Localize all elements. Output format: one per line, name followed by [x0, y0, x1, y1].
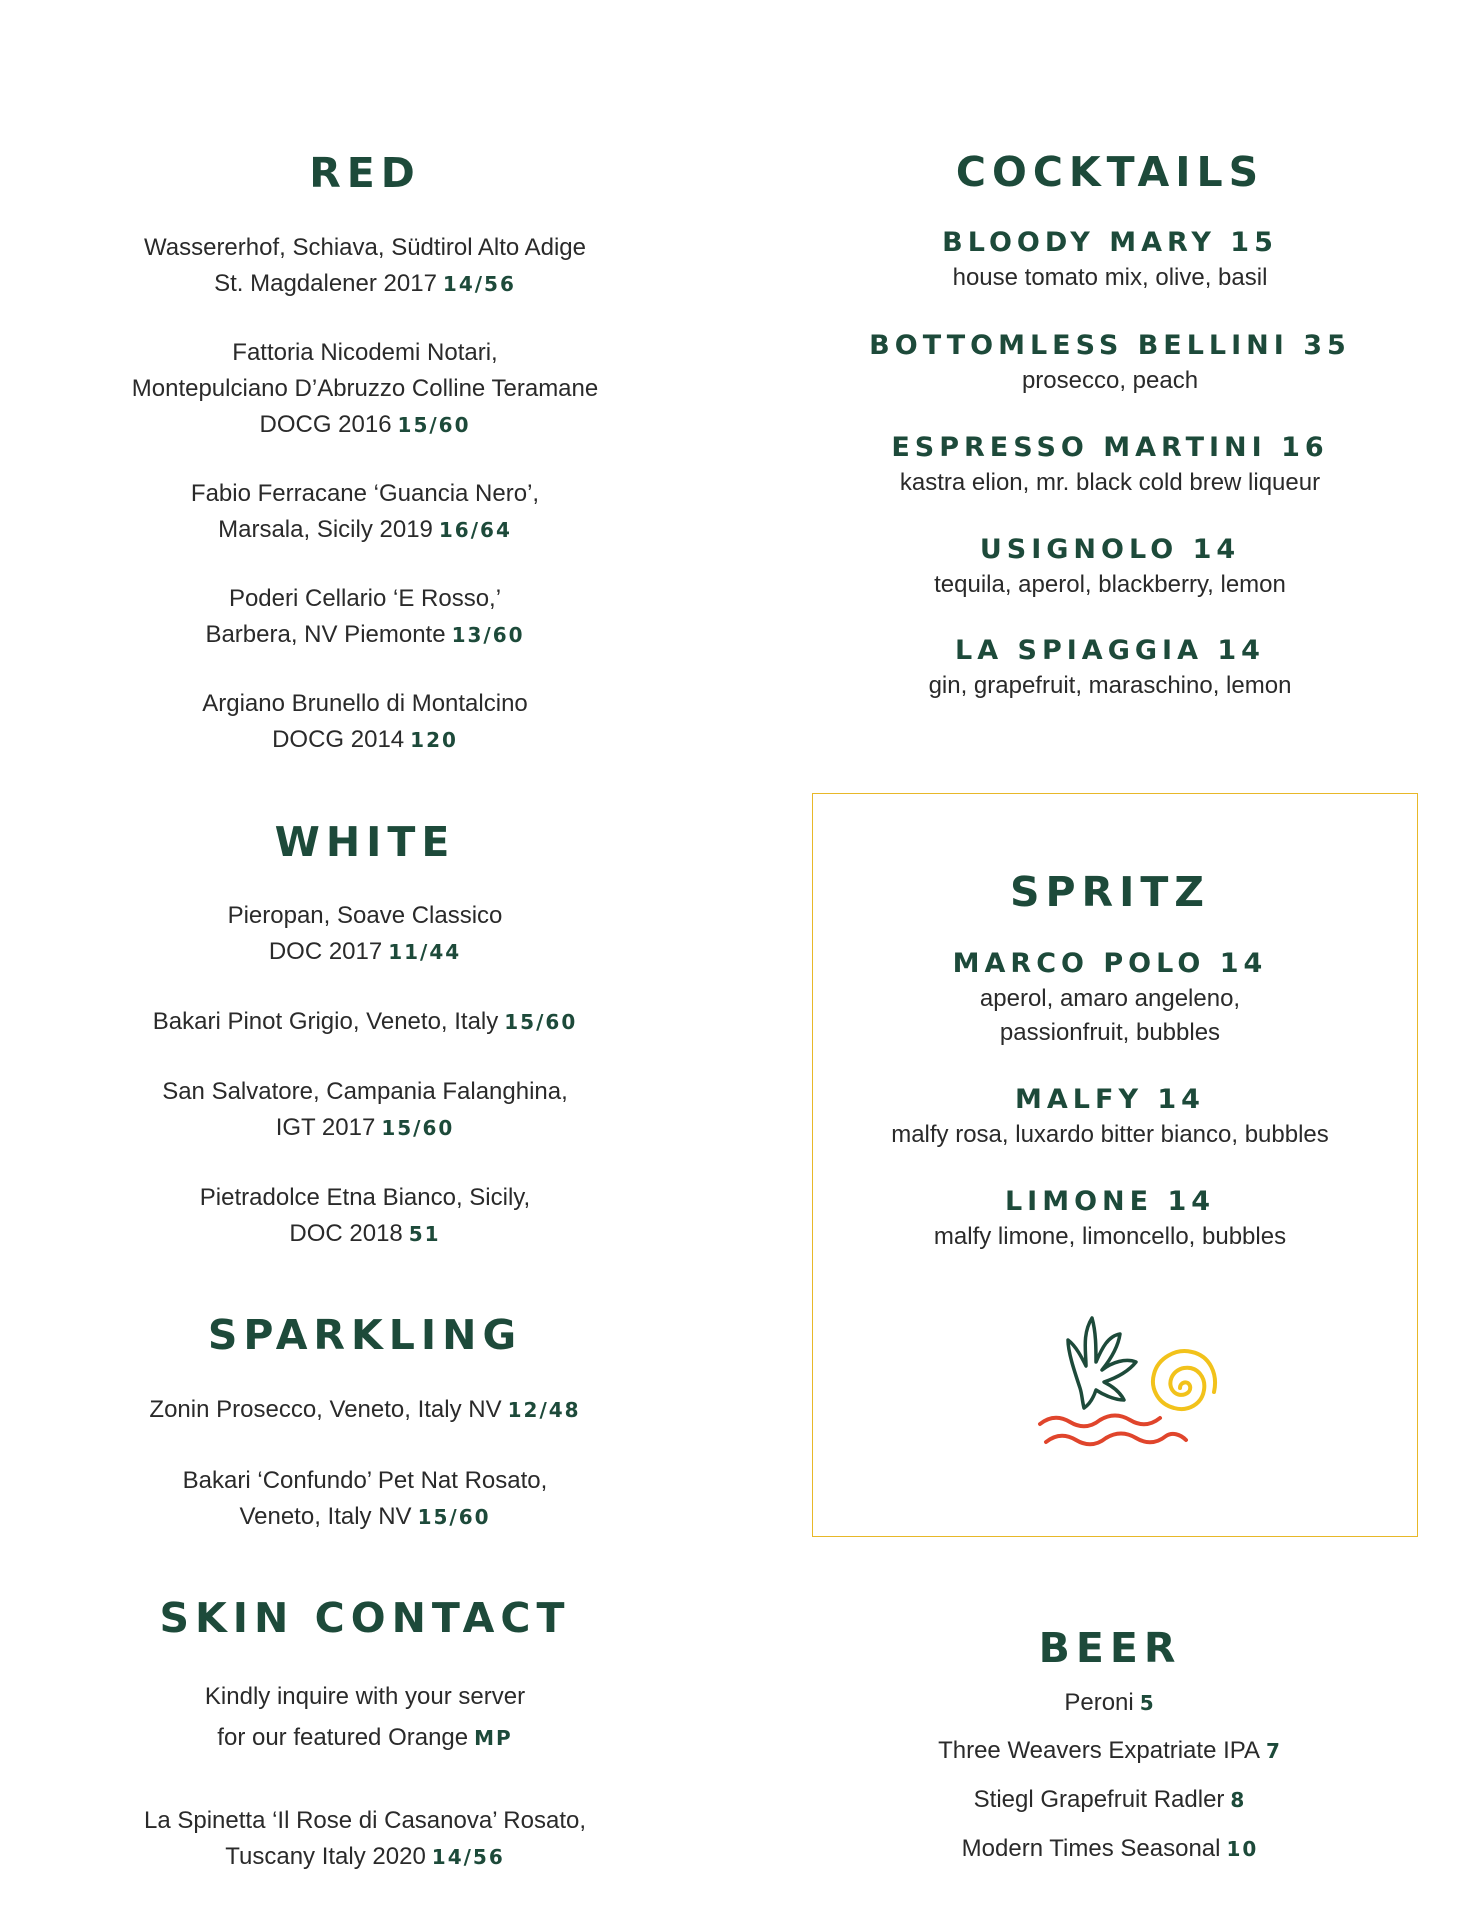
cocktail-name: LA SPIAGGIA 14	[955, 635, 1265, 666]
beer-price: 7	[1266, 1739, 1282, 1763]
section-title-skin-contact: SKIN CONTACT	[159, 1594, 571, 1642]
wine-line: Pietradolce Etna Bianco, Sicily,	[199, 1184, 531, 1211]
wine-line: DOCG 2014	[272, 726, 405, 753]
beach-illustration	[1030, 1300, 1250, 1470]
wine-line: San Salvatore, Campania Falanghina,	[162, 1078, 568, 1105]
wine-line: DOC 2017	[268, 938, 383, 965]
wine-price: 11/44	[388, 940, 462, 964]
wine-line: Montepulciano D’Abruzzo Colline Teramane	[131, 375, 599, 402]
cocktail-desc: tequila, aperol, blackberry, lemon	[934, 571, 1286, 598]
beer-item	[800, 1679, 1420, 1727]
wine-entry	[100, 1676, 630, 1759]
wine-price: MP	[474, 1726, 513, 1750]
wine-line: Pieropan, Soave Classico	[227, 902, 503, 929]
wine-price: 14/56	[431, 1845, 505, 1869]
wine-line: IGT 2017	[275, 1114, 376, 1141]
wine-price: 15/60	[417, 1505, 491, 1529]
wine-line: for our featured Orange	[217, 1724, 469, 1751]
section-title-spritz: SPRITZ	[1009, 868, 1211, 916]
wine-line: DOC 2018	[289, 1220, 403, 1247]
palm-plant-icon	[1068, 1318, 1136, 1408]
wine-entry	[100, 230, 630, 302]
sun-spiral-icon	[1153, 1351, 1215, 1409]
cocktail-name: MARCO POLO 14	[952, 948, 1268, 979]
wine-line: Kindly inquire with your server	[204, 1683, 526, 1710]
wine-line: Bakari Pinot Grigio, Veneto, Italy	[152, 1008, 499, 1035]
beer-name: Three Weavers Expatriate IPA	[938, 1737, 1260, 1764]
wine-entry	[100, 1392, 630, 1428]
section-title-cocktails: COCKTAILS	[955, 148, 1265, 196]
cocktail-desc: house tomato mix, olive, basil	[952, 264, 1268, 291]
wine-price: 120	[410, 728, 458, 752]
cocktail-desc: prosecco, peach	[1021, 367, 1199, 394]
wine-price: 16/64	[438, 518, 512, 542]
wine-price: 12/48	[507, 1398, 581, 1422]
cocktail-name: ESPRESSO MARTINI 16	[891, 432, 1329, 463]
beer-price: 10	[1226, 1837, 1259, 1861]
wine-line: Fattoria Nicodemi Notari,	[232, 339, 498, 366]
cocktail-name: USIGNOLO 14	[979, 534, 1241, 565]
wine-line: Poderi Cellario ‘E Rosso,’	[228, 585, 502, 612]
beer-name: Stiegl Grapefruit Radler	[973, 1786, 1225, 1813]
cocktail-item	[800, 633, 1420, 703]
wine-entry	[100, 1463, 630, 1535]
wine-entry	[100, 1004, 630, 1040]
wine-entry	[100, 1074, 630, 1146]
wine-line: Fabio Ferracane ‘Guancia Nero’,	[190, 480, 540, 507]
cocktail-name: LIMONE 14	[1004, 1186, 1216, 1217]
cocktail-item	[800, 1082, 1420, 1152]
cocktail-desc: malfy rosa, luxardo bitter bianco, bubbles	[891, 1121, 1329, 1148]
wine-price: 15/60	[381, 1116, 455, 1140]
beer-item	[800, 1727, 1420, 1775]
wine-price: 14/56	[442, 272, 516, 296]
section-title-red: RED	[309, 149, 421, 197]
cocktail-item	[800, 328, 1420, 398]
cocktail-desc: passionfruit, bubbles	[999, 1019, 1221, 1046]
cocktail-desc: malfy limone, limoncello, bubbles	[933, 1223, 1287, 1250]
cocktail-item	[800, 946, 1420, 1050]
wine-entry	[100, 335, 630, 443]
cocktail-item	[800, 225, 1420, 295]
wine-line: La Spinetta ‘Il Rose di Casanova’ Rosato,	[143, 1807, 587, 1834]
wine-entry	[100, 686, 630, 758]
beer-name: Peroni	[1064, 1689, 1134, 1716]
wine-line: Tuscany Italy 2020	[225, 1843, 426, 1870]
wine-line: Barbera, NV Piemonte	[205, 621, 446, 648]
cocktail-name: MALFY 14	[1015, 1084, 1205, 1115]
beer-price: 8	[1230, 1788, 1247, 1812]
cocktail-name: BOTTOMLESS BELLINI 35	[869, 330, 1351, 361]
wine-price: 13/60	[451, 623, 525, 647]
wine-entry	[100, 898, 630, 970]
cocktail-item	[800, 430, 1420, 500]
wine-line: Marsala, Sicily 2019	[218, 516, 433, 543]
wine-entry	[100, 476, 630, 548]
wine-line: DOCG 2016	[259, 411, 392, 438]
wine-entry	[100, 1180, 630, 1252]
section-title-white: WHITE	[274, 818, 456, 866]
beer-item	[800, 1825, 1420, 1873]
wine-price: 15/60	[397, 413, 471, 437]
beer-item	[800, 1776, 1420, 1824]
cocktail-desc: aperol, amaro angeleno,	[979, 985, 1241, 1012]
beer-name: Modern Times Seasonal	[961, 1835, 1221, 1862]
waves-icon	[1040, 1416, 1186, 1445]
wine-line: Veneto, Italy NV	[239, 1503, 412, 1530]
cocktail-item	[800, 1184, 1420, 1254]
wine-price: 51	[408, 1222, 441, 1246]
cocktail-desc: kastra elion, mr. black cold brew liqueur	[899, 469, 1321, 496]
wine-line: Zonin Prosecco, Veneto, Italy NV	[149, 1396, 502, 1423]
wine-entry	[100, 581, 630, 653]
cocktail-item	[800, 532, 1420, 602]
cocktail-desc: gin, grapefruit, maraschino, lemon	[928, 672, 1292, 699]
wine-line: Bakari ‘Confundo’ Pet Nat Rosato,	[182, 1467, 548, 1494]
wine-line: Argiano Brunello di Montalcino	[202, 690, 528, 717]
cocktail-name: BLOODY MARY 15	[942, 227, 1278, 258]
section-title-sparkling: SPARKLING	[207, 1311, 523, 1359]
section-title-beer: BEER	[1038, 1624, 1182, 1672]
wine-line: St. Magdalener 2017	[214, 270, 437, 297]
wine-price: 15/60	[504, 1010, 578, 1034]
wine-entry	[100, 1803, 630, 1875]
beer-price: 5	[1139, 1691, 1156, 1715]
wine-line: Wassererhof, Schiava, Südtirol Alto Adige	[143, 234, 586, 261]
